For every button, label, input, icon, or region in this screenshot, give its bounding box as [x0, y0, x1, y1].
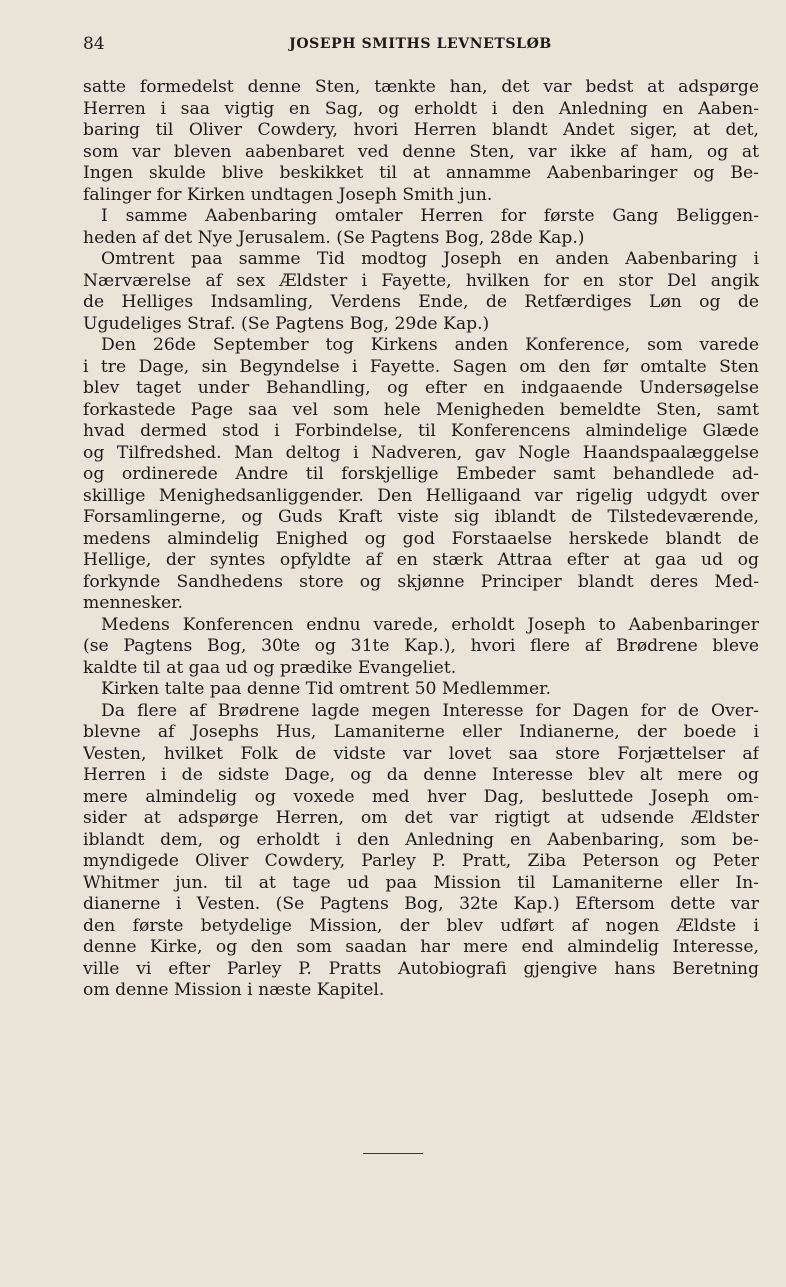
text-line: mennesker. — [83, 593, 183, 613]
text-line: skillige Menighedsanliggender. Den Helligaand var rigelig udgydt over — [83, 485, 759, 506]
text-line: og ordinerede Andre til forskjellige Embeder samt behandlede ad- — [83, 464, 759, 484]
text-line: dianerne i Vesten. (Se Pagtens Bog, 32te Kap.) Eftersom dette var — [83, 894, 759, 914]
text-line: myndigede Oliver Cowdery, Parley P. Pratt, Ziba Peterson og Peter — [83, 851, 759, 871]
text-line: Ugudeliges Straf. (Se Pagtens Bog, 29de Kap.) — [83, 313, 490, 334]
page-header — [83, 33, 758, 55]
text-line: forkynde Sandhedens store og skjønne Principer blandt deres Med- — [83, 571, 759, 592]
text-line: Omtrent paa samme Tid modtog Joseph en anden Aabenbaring i — [101, 249, 759, 269]
text-line: hvad dermed stod i Forbindelse, til Konferencens almindelige Glæde — [83, 421, 759, 441]
text-line: (se Pagtens Bog, 30te og 31te Kap.), hvori flere af Brødrene bleve — [83, 636, 759, 656]
text-line: Ingen skulde blive beskikket til at annamme Aabenbaringer og Be- — [83, 163, 759, 183]
text-line: iblandt dem, og erholdt i den Anledning en Aabenbaring, som be- — [83, 829, 759, 850]
text-line: heden af det Nye Jerusalem. (Se Pagtens Bog, 28de Kap.) — [83, 227, 585, 248]
text-line: blevne af Josephs Hus, Lamaniterne eller Indianerne, der boede i — [83, 722, 759, 742]
text-line: Nærværelse af sex Ældster i Fayette, hvilken for en stor Del angik — [83, 270, 759, 291]
text-line: Hellige, der syntes opfyldte af en stærk Attraa efter at gaa ud og — [83, 550, 759, 570]
text-line: blev taget under Behandling, og efter en indgaaende Undersøgelse — [83, 378, 759, 398]
text-line: Herren i saa vigtig en Sag, og erholdt i den Anledning en Aaben- — [83, 98, 759, 119]
text-line: og Tilfredshed. Man deltog i Nadveren, gav Nogle Haandspaalæggelse — [83, 442, 759, 463]
text-line: Vesten, hvilket Folk de vidste var lovet saa store Forjættelser af — [83, 743, 759, 764]
text-line: Herren i de sidste Dage, og da denne Interesse blev alt mere og — [83, 765, 759, 785]
text-line: den første betydelige Mission, der blev udført af nogen Ældste i — [83, 915, 759, 936]
text-line: sider at adspørge Herren, om det var rigtigt at udsende Ældster — [83, 808, 759, 828]
text-line: Da flere af Brødrene lagde megen Interesse for Dagen for de Over- — [101, 700, 759, 721]
section-end-rule — [363, 1153, 423, 1154]
text-line: I samme Aabenbaring omtaler Herren for første Gang Beliggen- — [101, 206, 759, 226]
text-line: som var bleven aabenbaret ved denne Sten, var ikke af ham, og at — [83, 141, 759, 162]
text-line: Den 26de September tog Kirkens anden Konference, som varede — [101, 335, 759, 355]
text-line: ville vi efter Parley P. Pratts Autobiografi gjengive hans Beretning — [83, 958, 759, 979]
page-number: 84 — [83, 34, 105, 54]
text-line: Kirken talte paa denne Tid omtrent 50 Medlemmer. — [101, 679, 551, 699]
text-line: i tre Dage, sin Begyndelse i Fayette. Sagen om den før omtalte Sten — [83, 356, 759, 377]
text-line: baring til Oliver Cowdery, hvori Herren blandt Andet siger, at det, — [83, 120, 759, 140]
running-title: JOSEPH SMITHS LEVNETSLØB — [289, 36, 552, 52]
text-line: satte formedelst denne Sten, tænkte han, det var bedst at adspørge — [83, 77, 759, 97]
text-line: denne Kirke, og den som saadan har mere end almindelig Interesse, — [83, 937, 759, 957]
body-text — [83, 77, 759, 1002]
text-line: Whitmer jun. til at tage ud paa Mission til Lamaniterne eller In- — [83, 872, 759, 893]
text-line: falinger for Kirken undtagen Joseph Smith jun. — [83, 184, 493, 205]
text-line: Forsamlingerne, og Guds Kraft viste sig iblandt de Tilstedeværende, — [83, 507, 759, 527]
text-line: mere almindelig og voxede med hver Dag, besluttede Joseph om- — [83, 786, 759, 807]
text-line: medens almindelig Enighed og god Forstaaelse herskede blandt de — [83, 528, 759, 549]
text-line: kaldte til at gaa ud og prædike Evangeliet. — [83, 657, 457, 678]
text-line: forkastede Page saa vel som hele Menigheden bemeldte Sten, samt — [83, 399, 759, 420]
text-line: Medens Konferencen endnu varede, erholdt Joseph to Aabenbaringer — [101, 614, 759, 635]
text-line: de Helliges Indsamling, Verdens Ende, de Retfærdiges Løn og de — [83, 292, 759, 312]
text-line: om denne Mission i næste Kapitel. — [83, 980, 385, 1000]
